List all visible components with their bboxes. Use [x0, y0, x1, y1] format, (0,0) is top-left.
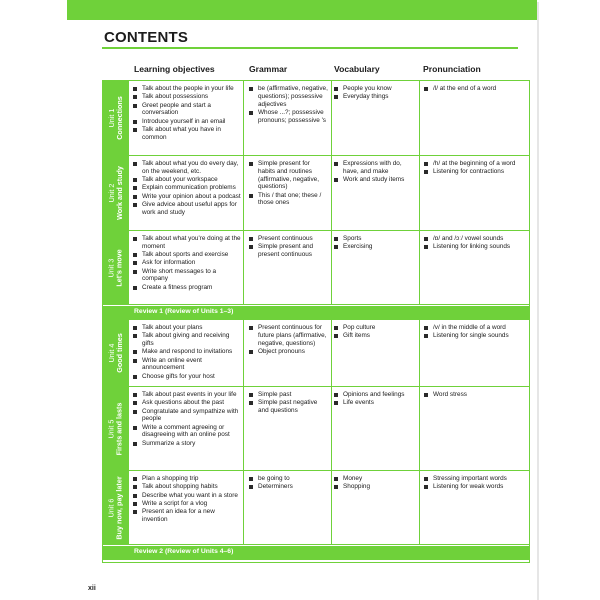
list-item: Talk about your workspace: [132, 176, 242, 184]
grammar-list: [248, 160, 328, 207]
list-item: Simple present for habits and routines (affirmative, negative, questions): [248, 160, 328, 191]
list-item: Whose ...?; possessive pronouns; possessive 's: [248, 109, 328, 125]
grammar-cell: [248, 391, 328, 415]
grammar-list: [248, 391, 328, 415]
column-divider: [243, 156, 244, 231]
review-label: Review 2 (Review of Units 4–6): [134, 548, 234, 555]
column-divider: [331, 320, 332, 387]
column-divider: [243, 320, 244, 387]
unit-number: Unit 1: [106, 108, 116, 128]
list-item: Write a script for a vlog: [132, 500, 242, 508]
column-divider: [331, 231, 332, 305]
grammar-list: [248, 235, 328, 259]
column-divider: [331, 156, 332, 231]
column-divider: [243, 471, 244, 545]
list-item: Talk about shopping habits: [132, 483, 242, 491]
column-divider: [331, 81, 332, 156]
pronunciation-cell: [423, 475, 523, 492]
unit-label: [102, 320, 129, 386]
list-item: Greet people and start a conversation: [132, 102, 242, 118]
list-item: Present continuous for future plans (affirmative, negative, questions): [248, 324, 328, 347]
unit-number: Unit 2: [106, 183, 116, 203]
list-item: Summarize a story: [132, 440, 242, 448]
vocabulary-list: [333, 391, 417, 407]
list-item: Write a comment agreeing or disagreeing with an online post: [132, 424, 242, 440]
learning-list: [132, 160, 242, 217]
vocabulary-list: [333, 235, 417, 251]
list-item: Determiners: [248, 483, 328, 491]
pronunciation-list: [423, 85, 523, 93]
pronunciation-cell: [423, 85, 523, 93]
review-bar: [102, 546, 530, 560]
list-item: Opinions and feelings: [333, 391, 417, 399]
unit-label: [102, 231, 129, 304]
header-learning-objectives: Learning objectives: [134, 64, 215, 74]
list-item: Ask for information: [132, 259, 242, 267]
list-item: Life events: [333, 399, 417, 407]
unit-label: [102, 387, 129, 470]
title-rule: [102, 47, 518, 49]
column-divider: [419, 81, 420, 156]
list-item: be going to: [248, 475, 328, 483]
list-item: Simple past: [248, 391, 328, 399]
list-item: Gift items: [333, 332, 417, 340]
list-item: Listening for weak words: [423, 483, 523, 491]
list-item: /ɒ/ and /ɔː/ vowel sounds: [423, 235, 523, 243]
learning-list: [132, 85, 242, 142]
column-divider: [243, 231, 244, 305]
column-divider: [419, 320, 420, 387]
learning-cell: [132, 85, 242, 142]
grammar-list: [248, 475, 328, 491]
list-item: Talk about giving and receiving gifts: [132, 332, 242, 348]
learning-cell: [132, 324, 242, 381]
list-item: Talk about possessions: [132, 93, 242, 101]
vocabulary-list: [333, 324, 417, 340]
top-accent-bar: [67, 0, 537, 20]
list-item: Plan a shopping trip: [132, 475, 242, 483]
list-item: Listening for linking sounds: [423, 243, 523, 251]
list-item: Congratulate and sympathize with people: [132, 408, 242, 424]
header-grammar: Grammar: [249, 64, 288, 74]
learning-cell: [132, 235, 242, 292]
list-item: Pop culture: [333, 324, 417, 332]
list-item: Write short messages to a company: [132, 268, 242, 284]
pronunciation-cell: [423, 391, 523, 399]
unit-number: Unit 4: [106, 343, 116, 363]
unit-title: Firsts and lasts: [114, 402, 124, 455]
vocabulary-list: [333, 85, 417, 101]
list-item: Present continuous: [248, 235, 328, 243]
column-divider: [419, 156, 420, 231]
pronunciation-list: [423, 160, 523, 176]
pronunciation-cell: [423, 235, 523, 252]
list-item: Work and study items: [333, 176, 417, 184]
list-item: Simple past negative and questions: [248, 399, 328, 415]
list-item: Everyday things: [333, 93, 417, 101]
pronunciation-list: [423, 324, 523, 340]
pronunciation-list: [423, 235, 523, 251]
grammar-cell: [248, 324, 328, 356]
list-item: Shopping: [333, 483, 417, 491]
grammar-cell: [248, 235, 328, 259]
list-item: Introduce yourself in an email: [132, 118, 242, 126]
list-item: Word stress: [423, 391, 523, 399]
unit-title: Let's move: [114, 248, 124, 287]
list-item: Write an online event announcement: [132, 357, 242, 373]
unit-label: [102, 81, 129, 155]
list-item: Object pronouns: [248, 348, 328, 356]
list-item: Talk about what you do every day, on the weekend, etc.: [132, 160, 242, 176]
column-divider: [331, 387, 332, 471]
unit-title: Buy now, pay later: [114, 475, 124, 540]
column-divider: [243, 387, 244, 471]
unit-title: Good times: [114, 333, 124, 373]
list-item: Write your opinion about a podcast: [132, 193, 242, 201]
list-item: Talk about your plans: [132, 324, 242, 332]
list-item: Talk about the people in your life: [132, 85, 242, 93]
review-label: Review 1 (Review of Units 1–3): [134, 308, 234, 315]
vocabulary-cell: [333, 324, 417, 341]
vocabulary-cell: [333, 391, 417, 408]
column-divider: [331, 471, 332, 545]
list-item: Expressions with do, have, and make: [333, 160, 417, 176]
unit-title: Connections: [114, 96, 124, 140]
list-item: Describe what you want in a store: [132, 492, 242, 500]
column-divider: [419, 471, 420, 545]
list-item: be (affirmative, negative, questions); possessive adjectives: [248, 85, 328, 108]
grammar-cell: [248, 475, 328, 492]
learning-list: [132, 235, 242, 292]
list-item: Sports: [333, 235, 417, 243]
unit-label: [102, 471, 129, 544]
vocabulary-cell: [333, 85, 417, 102]
list-item: Talk about what you have in common: [132, 126, 242, 142]
list-item: Listening for single sounds: [423, 332, 523, 340]
grammar-cell: [248, 85, 328, 125]
learning-cell: [132, 160, 242, 217]
list-item: /h/ at the beginning of a word: [423, 160, 523, 168]
grammar-cell: [248, 160, 328, 208]
list-item: This / that one; these / those ones: [248, 192, 328, 208]
list-item: Simple present and present continuous: [248, 243, 328, 259]
grammar-list: [248, 85, 328, 124]
unit-number: Unit 5: [106, 419, 116, 438]
list-item: Stressing important words: [423, 475, 523, 483]
list-item: Talk about past events in your life: [132, 391, 242, 399]
list-item: Make and respond to invitations: [132, 348, 242, 356]
pronunciation-cell: [423, 324, 523, 341]
list-item: Listening for contractions: [423, 168, 523, 176]
list-item: Ask questions about the past: [132, 399, 242, 407]
column-divider: [419, 231, 420, 305]
header-vocabulary: Vocabulary: [334, 64, 380, 74]
learning-list: [132, 475, 242, 524]
list-item: People you know: [333, 85, 417, 93]
vocabulary-cell: [333, 160, 417, 184]
list-item: Choose gifts for your host: [132, 373, 242, 381]
learning-list: [132, 324, 242, 381]
pronunciation-cell: [423, 160, 523, 177]
unit-title: Work and study: [114, 166, 124, 220]
pronunciation-list: [423, 475, 523, 491]
vocabulary-cell: [333, 235, 417, 252]
list-item: Exercising: [333, 243, 417, 251]
list-item: Explain communication problems: [132, 184, 242, 192]
list-item: /v/ in the middle of a word: [423, 324, 523, 332]
list-item: /l/ at the end of a word: [423, 85, 523, 93]
list-item: Money: [333, 475, 417, 483]
list-item: Talk about sports and exercise: [132, 251, 242, 259]
learning-cell: [132, 391, 242, 448]
review-bar: [102, 306, 530, 320]
learning-list: [132, 391, 242, 448]
list-item: Give advice about useful apps for work and study: [132, 201, 242, 217]
vocabulary-cell: [333, 475, 417, 492]
header-pronunciation: Pronunciation: [423, 64, 481, 74]
unit-number: Unit 6: [106, 498, 116, 517]
unit-label: [102, 156, 129, 230]
pronunciation-list: [423, 391, 523, 399]
list-item: Talk about what you're doing at the moment: [132, 235, 242, 251]
page-title: CONTENTS: [104, 29, 189, 46]
page-number: xii: [88, 585, 96, 592]
learning-cell: [132, 475, 242, 524]
grammar-list: [248, 324, 328, 356]
vocabulary-list: [333, 160, 417, 184]
column-divider: [419, 387, 420, 471]
list-item: Create a fitness program: [132, 284, 242, 292]
column-divider: [243, 81, 244, 156]
list-item: Present an idea for a new invention: [132, 508, 242, 524]
vocabulary-list: [333, 475, 417, 491]
unit-number: Unit 3: [106, 258, 116, 277]
